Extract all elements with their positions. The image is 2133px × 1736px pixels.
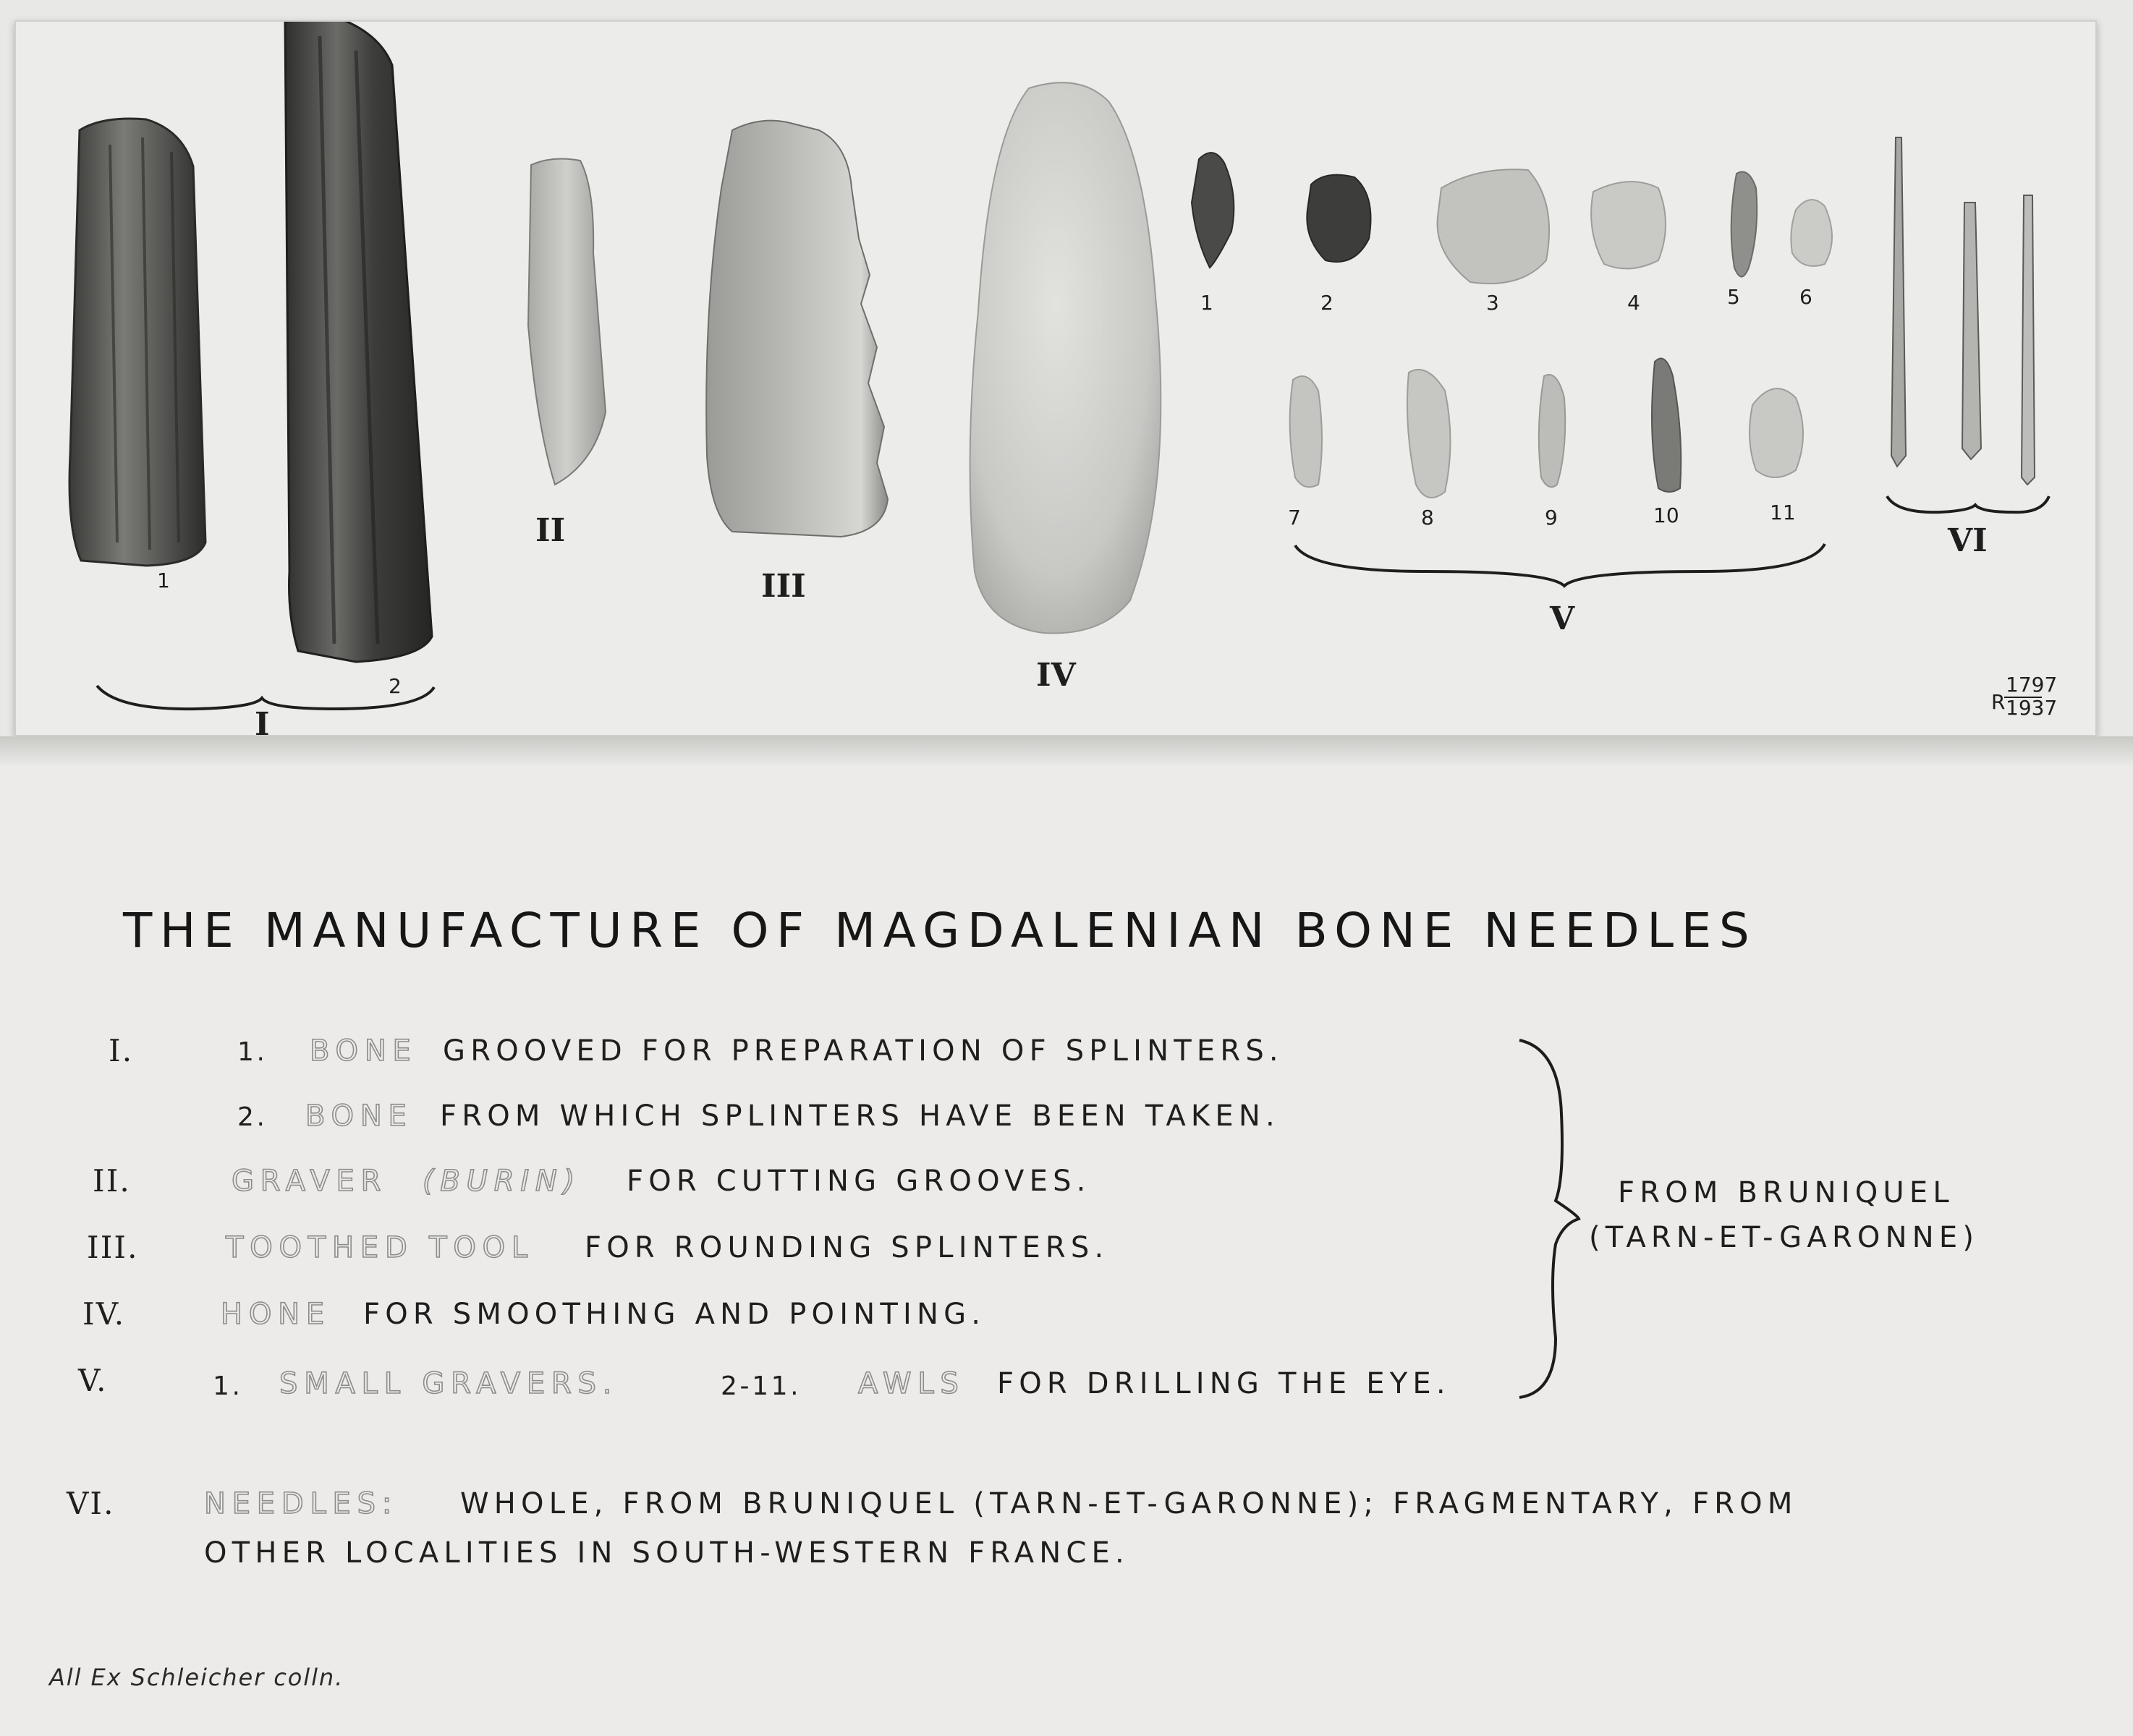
row-term: SMALL GRAVERS. — [279, 1367, 619, 1400]
registration-number-top: 1797 — [2006, 673, 2058, 697]
brace-group-V — [1295, 544, 1825, 586]
row-term: BONE — [305, 1099, 413, 1133]
figure-number: 10 — [1653, 503, 1679, 527]
registration-letter: R — [1991, 690, 2006, 714]
row-description: FOR CUTTING GROOVES. — [627, 1165, 1091, 1198]
figure-number: 4 — [1627, 291, 1640, 315]
figure-number: 5 — [1727, 285, 1740, 309]
registration-number-bottom: 1937 — [2006, 696, 2058, 720]
row-roman: V. — [78, 1363, 108, 1398]
brace-note-line2: (TARN-ET-GARONNE) — [1589, 1221, 1980, 1254]
awl — [1290, 376, 1322, 487]
row-term: GRAVER — [232, 1165, 388, 1198]
awl — [1438, 169, 1550, 284]
figure-number: 8 — [1421, 506, 1434, 529]
awl — [1731, 172, 1757, 277]
row-number: 1. — [237, 1037, 268, 1067]
row-number: 2. — [237, 1102, 268, 1132]
group-brace — [1505, 1034, 1585, 1403]
row-description-line2: OTHER LOCALITIES IN SOUTH-WESTERN FRANCE. — [204, 1536, 1129, 1570]
roman-numeral-II: II — [535, 512, 566, 549]
awl — [1539, 375, 1565, 487]
row-roman: VI. — [67, 1486, 115, 1521]
figure-number: 1 — [1200, 291, 1213, 315]
bone-needle — [1891, 137, 1906, 467]
roman-numeral-IV: IV — [1036, 657, 1076, 694]
artifact-photo-panel — [14, 20, 2097, 736]
awl — [1307, 175, 1370, 262]
row-description: FOR SMOOTHING AND POINTING. — [363, 1298, 986, 1331]
row-term: NEEDLES: — [204, 1487, 399, 1520]
awl — [1407, 370, 1451, 498]
figure-number: 2 — [389, 674, 402, 698]
roman-numeral-V: V — [1550, 600, 1575, 637]
row-roman: III. — [87, 1230, 139, 1265]
awl — [1652, 359, 1681, 493]
row-number-2: 2-11. — [721, 1371, 802, 1401]
grooved-bone-1 — [69, 119, 205, 566]
awl — [1750, 388, 1803, 477]
brace-note-line1: FROM BRUNIQUEL — [1618, 1176, 1954, 1209]
row-roman: II. — [93, 1163, 131, 1199]
row-description: FOR ROUNDING SPLINTERS. — [585, 1231, 1109, 1264]
figure-number: 1 — [157, 569, 170, 592]
awl — [1591, 182, 1666, 268]
awl — [1791, 200, 1832, 266]
artifact-illustration — [16, 22, 2095, 735]
row-roman: I. — [109, 1033, 134, 1068]
roman-numeral-III: III — [761, 568, 806, 605]
bone-needle — [1962, 203, 1981, 459]
graver-burin — [528, 159, 606, 485]
row-roman: IV. — [82, 1296, 126, 1332]
figure-number: 9 — [1545, 506, 1558, 529]
small-graver — [1192, 153, 1234, 268]
toothed-tool — [706, 121, 888, 537]
row-term: BONE — [310, 1034, 417, 1068]
row-term: HONE — [221, 1298, 331, 1331]
roman-numeral-I: I — [255, 706, 270, 735]
brace-group-VI — [1887, 496, 2049, 512]
collection-credit: All Ex Schleicher colln. — [49, 1664, 344, 1691]
figure-number: 11 — [1770, 501, 1796, 524]
row-description: GROOVED FOR PREPARATION OF SPLINTERS. — [443, 1034, 1284, 1068]
row-description: FOR DRILLING THE EYE. — [997, 1367, 1451, 1400]
row-term-paren: (BURIN) — [423, 1165, 582, 1198]
hone-stone — [970, 82, 1161, 633]
row-description-line1: WHOLE, FROM BRUNIQUEL (TARN-ET-GARONNE); FRAGMENTARY, FROM — [460, 1487, 1798, 1520]
row-description: FROM WHICH SPLINTERS HAVE BEEN TAKEN. — [440, 1099, 1280, 1133]
figure-number: 3 — [1486, 291, 1499, 315]
roman-numeral-VI: VI — [1948, 522, 1988, 559]
figure-number: 6 — [1799, 285, 1812, 309]
label-title: THE MANUFACTURE OF MAGDALENIAN BONE NEEDLES — [123, 903, 1757, 958]
figure-number: 7 — [1288, 506, 1301, 529]
row-term-2: AWLS — [858, 1367, 965, 1400]
bone-needle — [2022, 195, 2035, 485]
figure-number: 2 — [1320, 291, 1333, 315]
row-term: TOOTHED TOOL — [226, 1231, 534, 1264]
row-number: 1. — [213, 1371, 243, 1401]
card-edge-shadow — [0, 736, 2133, 765]
